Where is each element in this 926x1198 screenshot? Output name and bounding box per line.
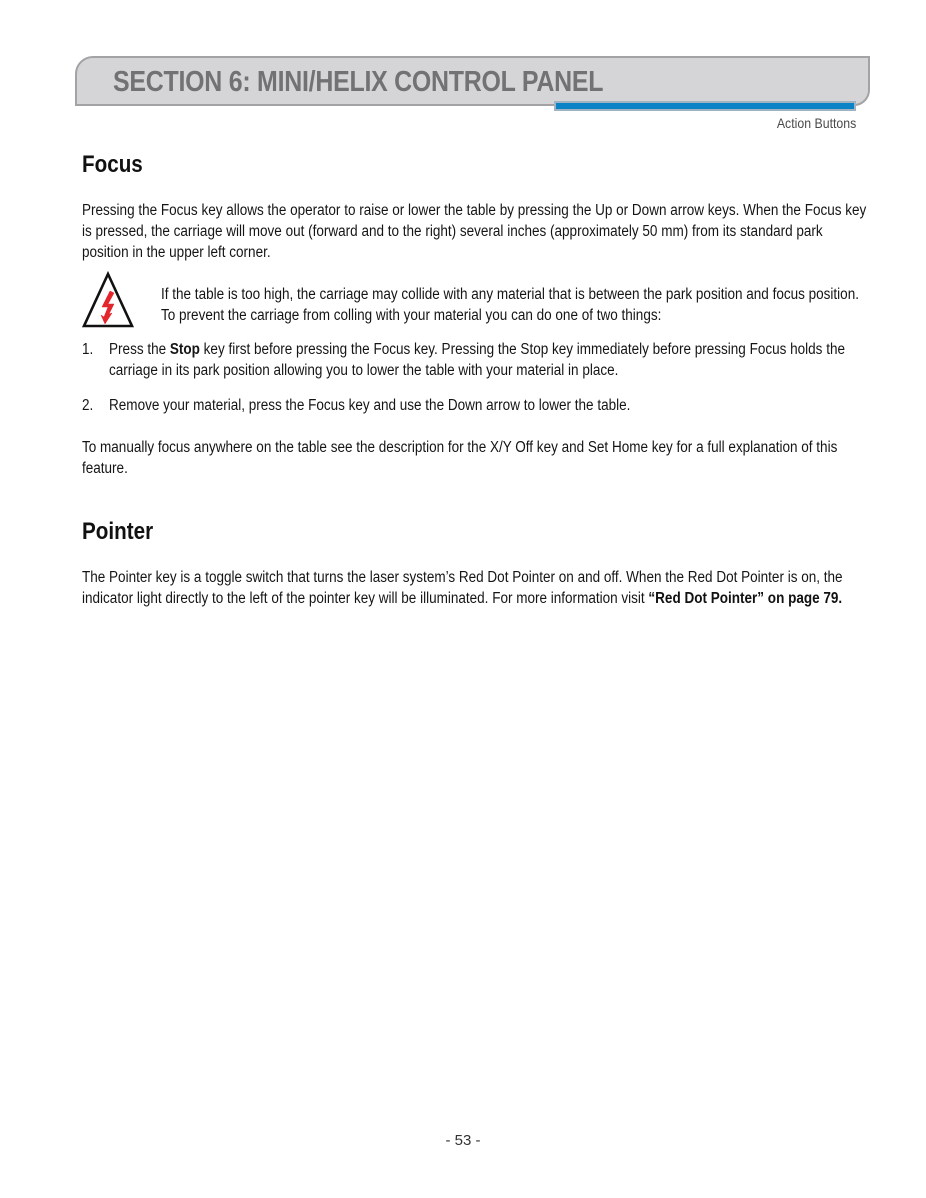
list-item-number: 2. (82, 397, 94, 414)
list-item-text: Remove your material, press the Focus key and use the Down arrow to lower the table. (109, 397, 631, 414)
header-accent-bar (554, 101, 856, 111)
electrical-hazard-warning-icon (81, 271, 135, 329)
page-number: - 53 - (445, 1132, 481, 1149)
list-item-number: 1. (82, 341, 94, 358)
list-item (82, 339, 870, 381)
warning-text: If the table is too high, the carriage may collide with any material that is between the park position and focus position. To prevent the carriage from colling with your material you can do one of two things: (161, 286, 859, 324)
list-item-text (109, 339, 870, 381)
stop-key-bold: Stop (169, 341, 200, 358)
focus-intro-paragraph: Pressing the Focus key allows the operator to raise or lower the table by pressing the Up or Down arrow keys. When the Focus key is pressed, the carriage will move out (forward and to the right) several inches (approximately 50 mm) from its standard park position in the upper left corner. (82, 202, 867, 261)
pointer-paragraph (82, 567, 870, 609)
subsection-label: Action Buttons (776, 115, 856, 131)
focus-heading: Focus (82, 151, 143, 178)
list-item (82, 395, 870, 416)
step-text-before: Press the (109, 341, 170, 358)
focus-closing-paragraph: To manually focus anywhere on the table see the description for the X/Y Off key and Set Home key for a full explanation of this feature. (82, 439, 838, 477)
pointer-text: The Pointer key is a toggle switch that turns the laser system’s Red Dot Pointer on and off. When the Red Dot Pointer is on, the indicator light directly to the left of the pointer key will be illuminated. For more information visit (82, 569, 843, 607)
pointer-heading: Pointer (82, 518, 154, 545)
red-dot-pointer-link[interactable]: “Red Dot Pointer” on page 79. (648, 590, 843, 607)
section-title: SECTION 6: MINI/HELIX CONTROL PANEL (113, 66, 604, 98)
step-text-after: key first before pressing the Focus key. Pressing the Stop key immediately before pressing Focus holds the carriage in its park position allowing you to lower the table with your material in place. (109, 341, 845, 379)
